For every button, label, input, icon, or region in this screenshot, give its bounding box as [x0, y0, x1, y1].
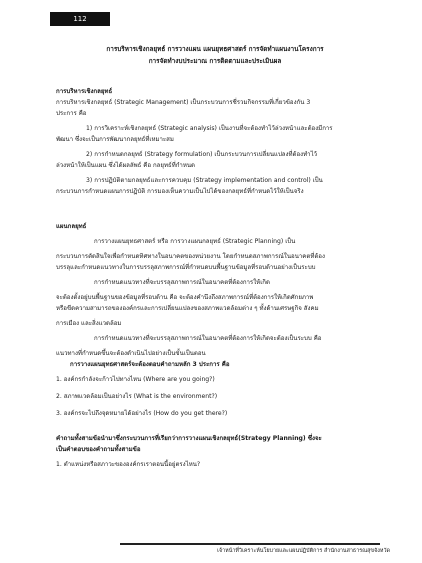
page-title-line2: การจัดทำงบประมาณ การติดตามและประเมินผล	[148, 57, 282, 65]
footer-divider	[120, 543, 380, 545]
list-item-continuation: ล่วงหน้าให้เป็นแผน ซึ่งได้ผลลัพธ์ คือ กลยุทธ์ที่กำหนด	[56, 162, 195, 169]
list-item: 2) การกำหนดกลยุทธ์ (Strategy formulation) เป็นกระบวนการเปลี่ยนแปลงที่ต้องทำไว้	[86, 151, 318, 158]
section-heading-strategic-management: การบริหารเชิงกลยุทธ์	[56, 88, 113, 95]
paragraph-line: แนวทางที่กำหนดขึ้นจะต้องดำเนินไปอย่างเป็นขั้นเป็นตอน	[56, 350, 206, 357]
list-item-continuation: กระบวนการกำหนดแผนการปฏิบัติ การมองเห็นความเป็นไปได้ของกลยุทธ์ที่กำหนดไว้ให้เป็นจริง	[56, 188, 304, 195]
page-title-line1: การบริหารเชิงกลยุทธ์ การวางแผน แผนยุทธศาสตร์ การจัดทำแผนงานโครงการ	[106, 45, 324, 53]
question-item: 1. องค์กรกำลังจะก้าวไปทางไหน (Where are you going?)	[56, 376, 215, 383]
paragraph-line: การเมือง และสิ่งแวดล้อม	[56, 320, 122, 327]
paragraph-line: การกำหนดแนวทางที่จะบรรลุสภาพการณ์ในอนาคตที่ต้องการให้เกิด	[94, 279, 270, 286]
section-heading-three-questions: คำถามทั้งสามข้อนำมาซึ่งกระบวนการที่เรียกว่าการวางแผนเชิงกลยุทธ์(Strategy Planning) ซึ่งจะ	[56, 435, 322, 442]
paragraph-line: หรือขีดความสามารถขององค์กรและการเปลี่ยนแปลงของสภาพแวดล้อมต่าง ๆ ทั้งด้านเศรษฐกิจ สังคม	[56, 305, 319, 312]
paragraph-line: จะต้องตั้งอยู่บนพื้นฐานของข้อมูลที่รอบด้าน คือ จะต้องคำนึงถึงสภาพการณ์ที่ต้องการให้เกิดศักยภาพ	[56, 294, 314, 301]
page-number: 112	[50, 12, 110, 26]
list-item: 3) การปฏิบัติตามกลยุทธ์และการควบคุม (Strategy implementation and control) เป็น	[86, 177, 323, 184]
document-body	[56, 86, 376, 470]
question-item: 1. ตำแหน่งหรือสภาวะขององค์กรเราตอนนี้อยู่ตรงไหน?	[56, 461, 201, 468]
questions-heading: การวางแผนยุทธศาสตร์จะต้องตอบคำถามหลัก 3 ประการ คือ	[70, 361, 230, 368]
paragraph-line: กระบวนการตัดสินใจเพื่อกำหนดทิศทางในอนาคตของหน่วยงาน โดยกำหนดสภาพการณ์ในอนาคตที่ต้อง	[56, 253, 325, 260]
list-item-continuation: พัฒนา ซึ่งจะเป็นการพัฒนากลยุทธ์ที่เหมาะสม	[56, 136, 174, 143]
question-item: 3. องค์กรจะไปถึงจุดหมายได้อย่างไร (How do you get there?)	[56, 410, 228, 417]
paragraph-line: การวางแผนยุทธศาสตร์ หรือ การวางแผนกลยุทธ์ (Strategic Planning) เป็น	[94, 238, 296, 245]
page-footer: เจ้าหน้าที่วิเคราะห์นโยบายและแผนปฏิบัติการ สำนักงานสาธารณสุขจังหวัด	[217, 548, 390, 554]
paragraph-line: บรรลุและกำหนดแนวทางในการบรรลุสภาพการณ์ที่กำหนดบนพื้นฐานข้อมูลที่รอบด้านอย่างเป็นระบบ	[56, 264, 316, 271]
paragraph-line: การบริหารเชิงกลยุทธ์ (Strategic Management) เป็นกระบวนการชี่รวมกิจกรรมที่เกี่ยวข้องกัน 3	[56, 99, 311, 106]
section-heading-strategic-plan: แผนกลยุทธ์	[56, 223, 87, 230]
section-heading-three-questions-cont: เป็นคำตอบของคำถามทั้งสามข้อ	[56, 446, 141, 453]
paragraph-line: การกำหนดแนวทางที่จะบรรลุสภาพการณ์ในอนาคตที่ต้องการให้เกิดจะต้องเป็นระบบ คือ	[94, 335, 322, 342]
paragraph-line: ประการ คือ	[56, 110, 87, 117]
question-item: 2. สภาพแวดล้อมเป็นอย่างไร (What is the environment?)	[56, 393, 218, 400]
list-item: 1) การวิเคราะห์เชิงกลยุทธ์ (Strategic analysis) เป็นงานที่จะต้องทำไว้ล่วงหน้าและต้องมีการ	[86, 125, 333, 132]
